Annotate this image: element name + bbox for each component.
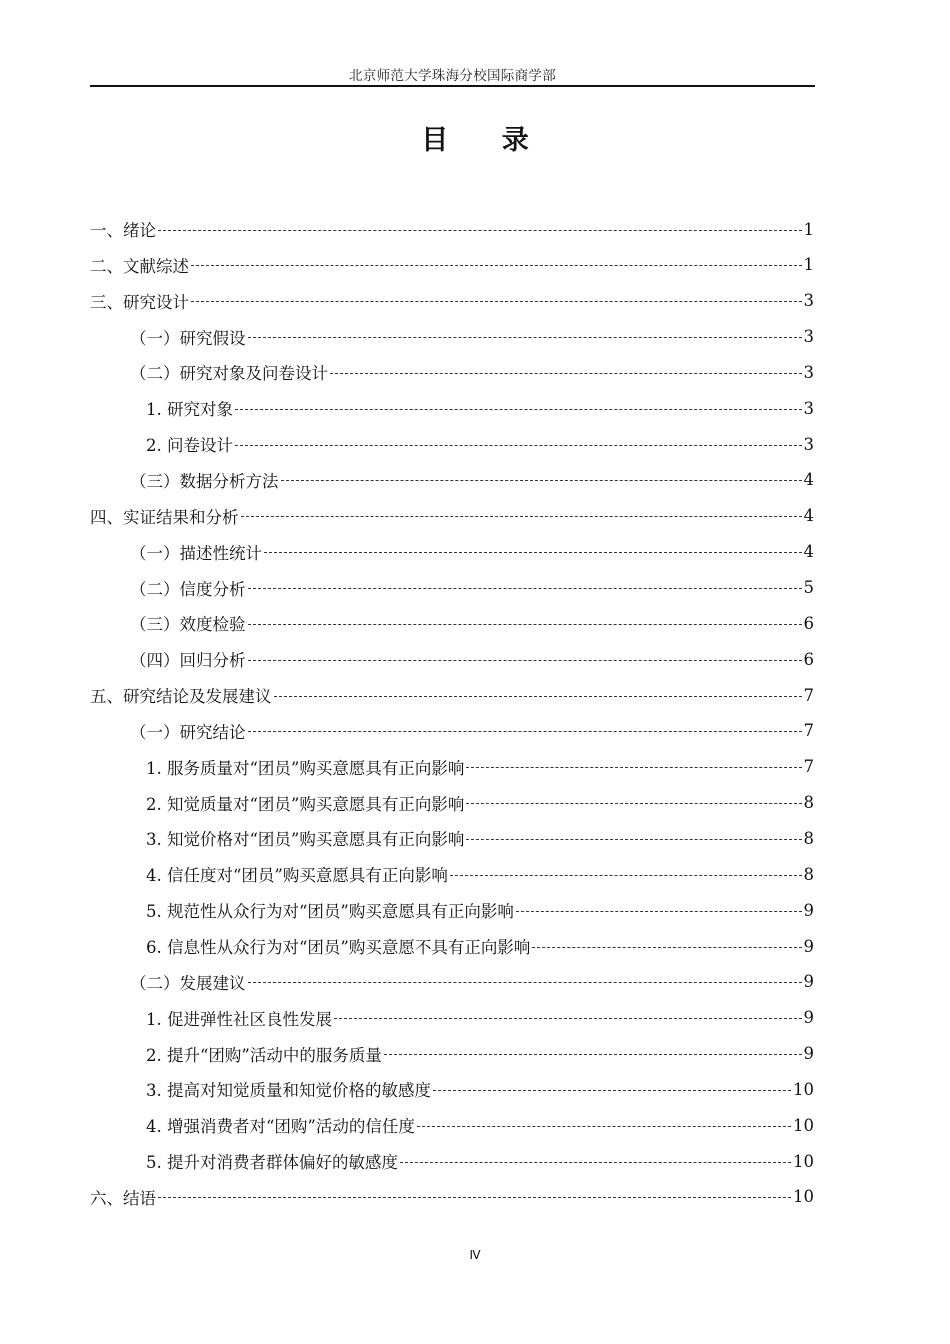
toc-entry[interactable] — [90, 216, 814, 242]
toc-entry-page: 10 — [793, 1187, 814, 1207]
toc-entry[interactable] — [90, 288, 814, 314]
toc-leader — [248, 982, 802, 983]
toc-entry-page: 9 — [803, 1008, 814, 1028]
toc-leader — [466, 767, 801, 768]
toc-leader — [235, 445, 802, 446]
toc-entry-page: 8 — [803, 864, 814, 884]
toc-leader — [235, 409, 802, 410]
toc-entry-title: 3. 知觉价格对“团员”购买意愿具有正向影响 — [146, 830, 465, 850]
toc-leader — [466, 803, 801, 804]
toc-entry-page: 10 — [793, 1079, 814, 1099]
toc-entry[interactable] — [146, 861, 814, 887]
toc-entry[interactable] — [130, 718, 814, 744]
toc-leader — [466, 839, 801, 840]
toc-entry[interactable] — [130, 359, 814, 385]
toc-entry[interactable] — [130, 646, 814, 672]
toc-leader — [450, 875, 802, 876]
toc-leader — [241, 516, 802, 517]
toc-entry[interactable] — [130, 467, 814, 493]
toc-entry-title: （一）研究假设 — [130, 328, 246, 348]
toc-entry-page: 6 — [803, 649, 814, 669]
toc-entry[interactable] — [130, 610, 814, 636]
toc-entry-title: 1. 研究对象 — [146, 400, 233, 420]
toc-entry[interactable] — [146, 431, 814, 457]
toc-entry-title: （四）回归分析 — [130, 651, 246, 671]
toc-entry[interactable] — [146, 897, 814, 923]
toc-entry-page: 3 — [803, 327, 814, 347]
toc-entry-page: 4 — [803, 470, 814, 490]
toc-entry-page: 1 — [803, 219, 814, 239]
toc-leader — [417, 1126, 791, 1127]
toc-leader — [433, 1090, 791, 1091]
toc-entry-page: 4 — [803, 542, 814, 562]
toc-entry-page: 7 — [803, 685, 814, 705]
toc-entry[interactable] — [90, 1184, 814, 1210]
toc-entry[interactable] — [146, 790, 814, 816]
toc-entry-page: 9 — [803, 1044, 814, 1064]
toc-entry-title: 1. 服务质量对“团员”购买意愿具有正向影响 — [146, 758, 465, 778]
toc-entry-page: 6 — [803, 613, 814, 633]
toc-entry-title: （一）研究结论 — [130, 722, 246, 742]
toc-entry-title: 5. 提升对消费者群体偏好的敏感度 — [146, 1153, 398, 1173]
toc-entry-title: （一）描述性统计 — [130, 543, 262, 563]
toc-leader — [516, 911, 802, 912]
toc-entry[interactable] — [90, 682, 814, 708]
toc-entry[interactable] — [130, 969, 814, 995]
toc-entry[interactable] — [146, 1112, 814, 1138]
header-rule — [90, 85, 815, 87]
toc-leader — [248, 337, 802, 338]
toc-entry-page: 3 — [803, 362, 814, 382]
toc-entry-title: 五、研究结论及发展建议 — [90, 687, 272, 707]
page-number: Ⅳ — [469, 1248, 481, 1262]
toc-entry[interactable] — [90, 503, 814, 529]
toc-entry[interactable] — [146, 1005, 814, 1031]
toc-leader — [384, 1054, 802, 1055]
toc-leader — [248, 624, 802, 625]
toc-leader — [191, 265, 802, 266]
toc-entry-title: 三、研究设计 — [90, 292, 189, 312]
toc-entry-page: 3 — [803, 434, 814, 454]
toc-entry[interactable] — [130, 324, 814, 350]
toc-entry-title: 1. 促进弹性社区良性发展 — [146, 1009, 332, 1029]
toc-entry-title: （三）数据分析方法 — [130, 471, 279, 491]
toc-entry[interactable] — [146, 825, 814, 851]
toc-leader — [274, 696, 802, 697]
toc-entry-page: 3 — [803, 291, 814, 311]
toc-leader — [191, 301, 802, 302]
toc-entry[interactable] — [146, 1148, 814, 1174]
toc-entry-page: 9 — [803, 972, 814, 992]
toc-entry[interactable] — [146, 1076, 814, 1102]
toc-entry-title: 3. 提高对知觉质量和知觉价格的敏感度 — [146, 1081, 431, 1101]
toc-title: 目 录 — [421, 125, 551, 156]
toc-entry-title: 5. 规范性从众行为对“团员”购买意愿具有正向影响 — [146, 902, 514, 922]
toc-leader — [158, 230, 802, 231]
toc-entry-page: 3 — [803, 398, 814, 418]
toc-leader — [248, 588, 802, 589]
toc-entry-title: （三）效度检验 — [130, 615, 246, 635]
toc-entry-title: 六、结语 — [90, 1188, 156, 1208]
toc-entry-title: 2. 知觉质量对“团员”购买意愿具有正向影响 — [146, 794, 465, 814]
toc-leader — [400, 1162, 791, 1163]
toc-entry-title: 四、实证结果和分析 — [90, 507, 239, 527]
toc-entry[interactable] — [90, 252, 814, 278]
toc-entry-page: 8 — [803, 828, 814, 848]
toc-entry-page: 5 — [803, 578, 814, 597]
toc-entry-title: 2. 提升“团购”活动中的服务质量 — [146, 1045, 382, 1065]
toc-entry-page: 8 — [803, 793, 814, 813]
toc-leader — [264, 552, 802, 553]
toc-entry-page: 10 — [793, 1115, 814, 1135]
toc-entry-title: （二）研究对象及问卷设计 — [130, 364, 328, 384]
toc-leader — [158, 1197, 791, 1198]
toc-entry-title: 6. 信息性从众行为对“团员”购买意愿不具有正向影响 — [146, 938, 531, 957]
toc-leader — [248, 660, 802, 661]
toc-entry-title: 4. 增强消费者对“团购”活动的信任度 — [146, 1117, 415, 1137]
toc-entry[interactable] — [130, 539, 814, 565]
toc-entry-title: （二）信度分析 — [130, 579, 246, 599]
toc-leader — [281, 480, 802, 481]
toc-entry-page: 10 — [793, 1151, 814, 1171]
toc-entry-page: 4 — [803, 506, 814, 526]
toc-entry[interactable] — [130, 575, 814, 601]
page-header: 北京师范大学珠海分校国际商学部 — [349, 68, 556, 84]
toc-entry-title: 4. 信任度对“团员”购买意愿具有正向影响 — [146, 866, 448, 886]
toc-entry-page: 9 — [803, 900, 814, 920]
toc-entry-page: 1 — [803, 255, 814, 275]
toc-leader — [248, 731, 802, 732]
toc-entry-page: 7 — [803, 721, 814, 741]
toc-entry[interactable] — [146, 754, 814, 780]
toc-entry-page: 9 — [803, 936, 814, 956]
toc-leader — [334, 1018, 802, 1019]
toc-entry-title: （二）发展建议 — [130, 973, 246, 993]
toc-entry-title: 2. 问卷设计 — [146, 436, 233, 456]
toc-entry-title: 一、绪论 — [90, 221, 156, 240]
toc-entry-title: 二、文献综述 — [90, 256, 189, 276]
toc-entry[interactable] — [146, 395, 814, 421]
toc-leader — [330, 373, 802, 374]
toc-leader — [532, 947, 801, 948]
toc-entry[interactable] — [146, 933, 814, 959]
toc-entry-page: 7 — [803, 757, 814, 777]
toc-entry[interactable] — [146, 1041, 814, 1067]
